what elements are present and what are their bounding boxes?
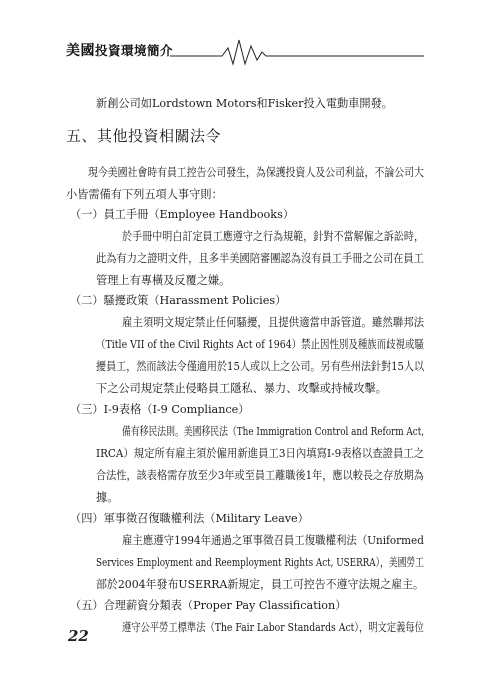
- item-text-line: 備有移民法則。美國移民法（The Immigration Control and Reform Act,: [122, 425, 425, 438]
- page-number: 22: [68, 627, 89, 645]
- item-heading: （五）合理薪資分類表（Proper Pay Classification）: [70, 599, 347, 612]
- item-text-line: IRCA）規定所有雇主須於僱用新進員工3日內填寫I-9表格以查證員工之: [96, 447, 425, 460]
- item-text-line: 管理上有專橫及反覆之嫌。: [96, 274, 231, 287]
- section-heading: 五、其他投資相關法令: [66, 127, 222, 145]
- header-title: [66, 40, 173, 60]
- item-heading: （一）員工手冊（Employee Handbooks）: [70, 208, 295, 221]
- item-text-line: （Title VII of the Civil Rights Act of 1964）禁止因性別及種族而歧視或騷: [96, 338, 424, 351]
- item-heading: （三）I-9表格（I-9 Compliance）: [70, 403, 250, 416]
- lead-line-2: 小皆需備有下列五項人事守則：: [66, 188, 223, 201]
- item-text-line: 下之公司規定禁止侵略員工隱私、暴力、攻擊或持械攻擊。: [96, 382, 387, 395]
- item-text-line: 合法性，該表格需存放至少3年或至員工離職後1年，應以較長之存放期為: [96, 469, 424, 482]
- intro-line: 新創公司如Lordstown Motors和Fisker投入電動車開發。: [96, 97, 393, 110]
- item-text-line: Services Employment and Reemployment Rights Act, USERRA），美國勞工: [96, 556, 424, 569]
- item-text-line: 於手冊中明白訂定員工應遵守之行為規範，針對不當解僱之訴訟時，: [122, 230, 425, 243]
- header-title-small: 投資環境簡介: [95, 43, 174, 58]
- lead-line-1: 現今美國社會時有員工控告公司發生，為保護投資人及公司利益，不論公司大: [88, 166, 424, 179]
- item-text-line: 雇主須明文規定禁止任何騷擾，且提供適當申訴管道。雖然聯邦法: [122, 316, 425, 329]
- running-header: [52, 30, 432, 70]
- item-heading: （二）騷擾政策（Harassment Policies）: [70, 294, 287, 307]
- item-heading: （四）軍事徵召復職權利法（Military Leave）: [70, 512, 309, 525]
- item-text-line: 此為有力之證明文件，且多半美國陪審團認為沒有員工手冊之公司在員工: [96, 252, 424, 265]
- item-text-line: 雇主應遵守1994年通過之軍事徵召員工復職權利法（Uniformed: [122, 534, 424, 547]
- item-text-line: 擾員工，然而該法令僅適用於15人或以上之公司。另有些州法針對15人以: [96, 360, 425, 373]
- header-title-big: 美國: [66, 43, 95, 59]
- item-text-line: 部於2004年發布USERRA新規定，員工可控告不遵守法規之雇主。: [96, 578, 424, 591]
- item-text-line: 遵守公平勞工標準法（The Fair Labor Standards Act），明文定義每位: [122, 621, 424, 634]
- item-text-line: 據。: [96, 491, 119, 504]
